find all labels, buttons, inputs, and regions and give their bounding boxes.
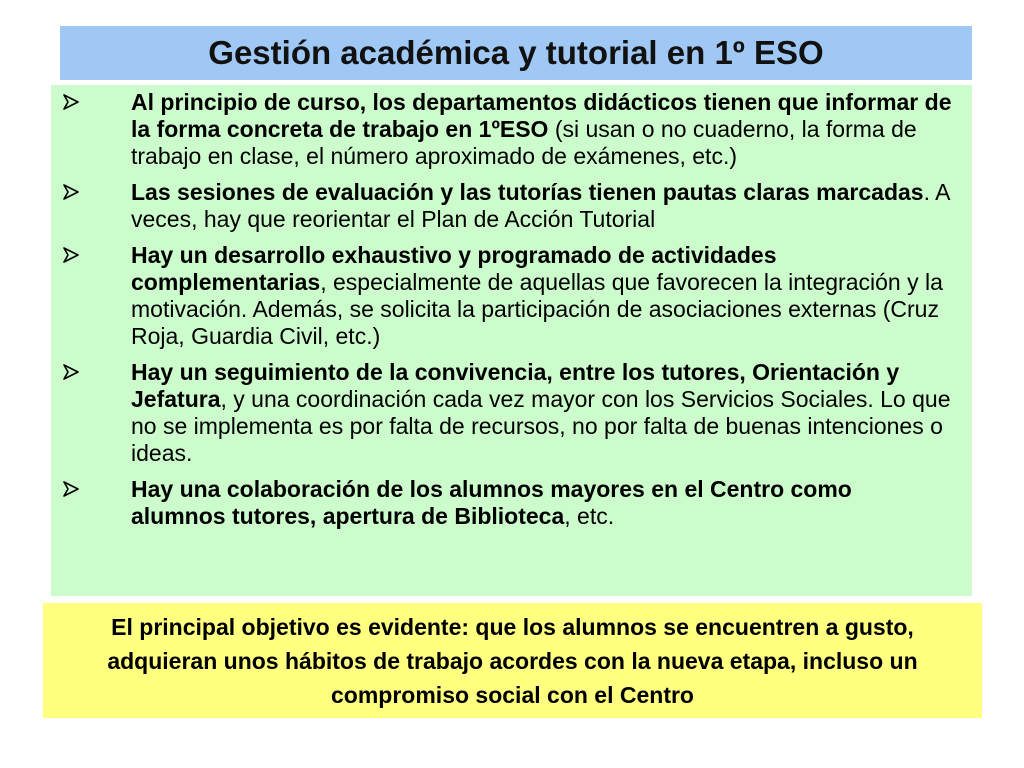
- bullet-bold-text: Las sesiones de evaluación y las tutorías tienen pautas claras marcadas: [131, 179, 924, 205]
- bullet-bold-text: Al principio de curso, los departamentos didácticos tienen que informar de la forma concreta de trabajo en 1ºESO: [131, 89, 952, 142]
- list-item: [63, 476, 952, 530]
- bullet-text: [131, 89, 952, 170]
- list-item: [63, 359, 952, 467]
- bullet-text: [131, 242, 952, 350]
- bullet-plain-text: , etc.: [564, 503, 615, 529]
- arrowhead-bullet-icon: [63, 242, 131, 263]
- arrowhead-bullet-icon: [63, 89, 131, 110]
- summary-text: El principal objetivo es evidente: que los alumnos se encuentren a gusto, adquieran unos hábitos de trabajo acordes con la nueva etapa, incluso un compromiso social con el Centro: [107, 613, 918, 708]
- bullet-plain-text: , y una coordinación cada vez mayor con los Servicios Sociales. Lo que no se implementa es por falta de recursos, no por falta de buenas intenciones o ideas.: [131, 386, 951, 466]
- bullet-text: [131, 476, 952, 530]
- bullet-plain-text: (si usan o no cuaderno, la forma de trabajo en clase, el número aproximado de exámenes, etc.): [131, 116, 917, 169]
- bullet-plain-text: . A veces, hay que reorientar el Plan de Acción Tutorial: [131, 179, 950, 232]
- bullet-bold-text: Hay un seguimiento de la convivencia, entre los tutores, Orientación y Jefatura: [131, 359, 900, 412]
- arrowhead-bullet-icon: [63, 179, 131, 200]
- summary-box: [43, 603, 982, 718]
- bullet-bold-text: Hay una colaboración de los alumnos mayores en el Centro como alumnos tutores, apertura de Biblioteca: [131, 476, 852, 529]
- arrowhead-bullet-icon: [63, 359, 131, 380]
- bullet-text: [131, 179, 952, 233]
- bullet-list: [63, 89, 952, 530]
- slide-title: [60, 26, 972, 80]
- list-item: [63, 242, 952, 350]
- slide-title-text: Gestión académica y tutorial en 1º ESO: [208, 34, 824, 71]
- list-item: [63, 179, 952, 233]
- bullet-plain-text: , especialmente de aquellas que favorecen la integración y la motivación. Además, se solicita la participación de asociaciones externas (Cruz Roja, Guardia Civil, etc.): [131, 269, 943, 349]
- list-item: [63, 89, 952, 170]
- bullet-bold-text: Hay un desarrollo exhaustivo y programado de actividades complementarias: [131, 242, 777, 295]
- bullet-text: [131, 359, 952, 467]
- arrowhead-bullet-icon: [63, 476, 131, 497]
- content-panel: [51, 85, 972, 596]
